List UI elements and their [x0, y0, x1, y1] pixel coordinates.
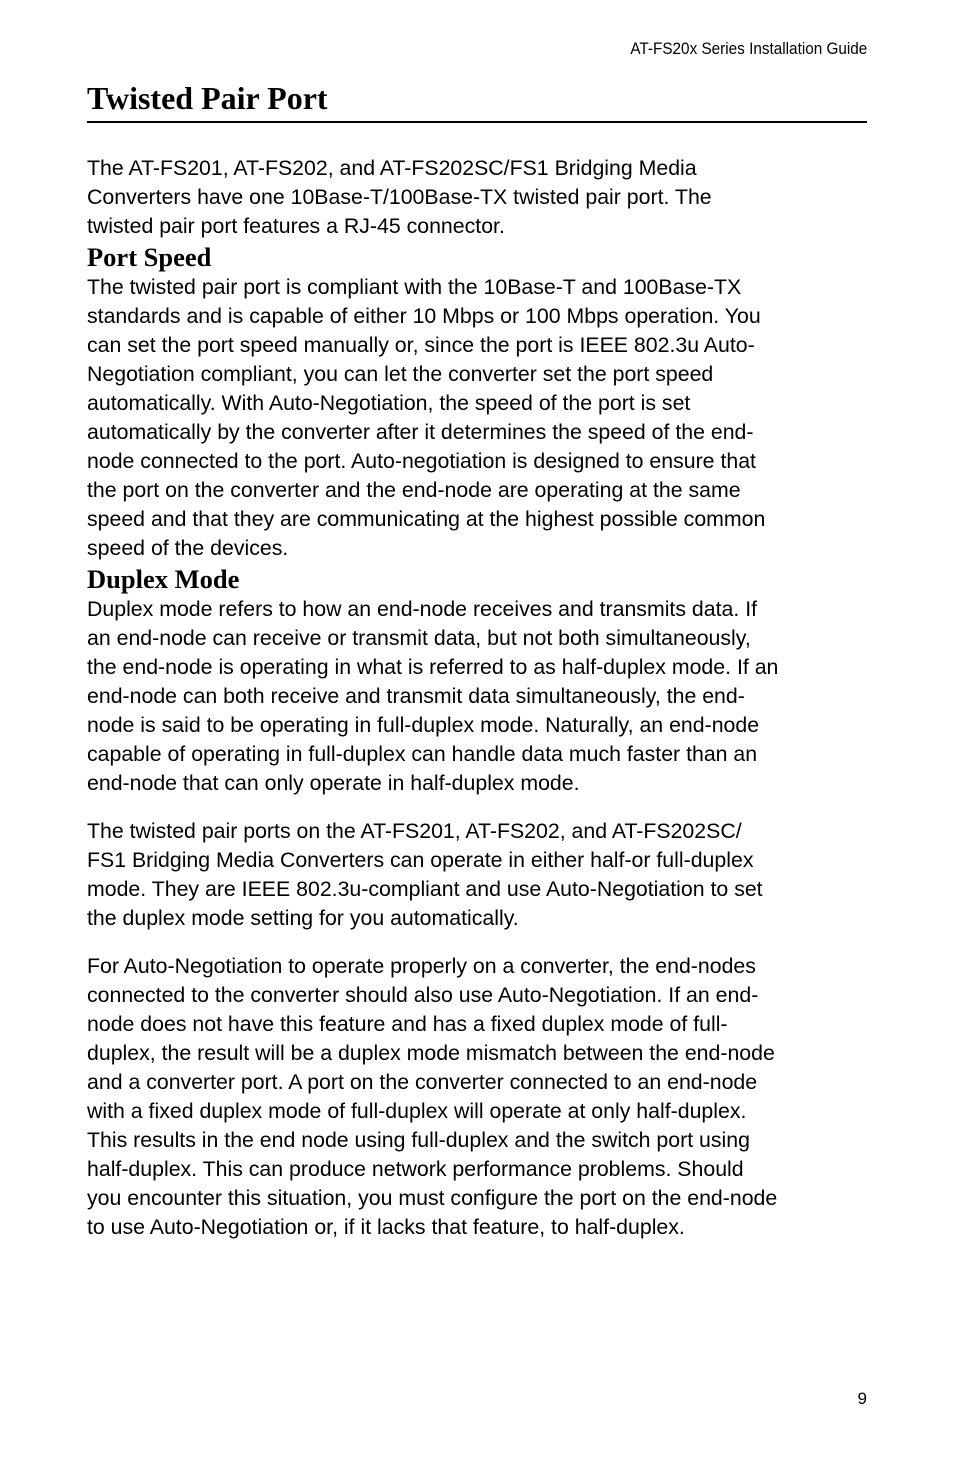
- text-line: end-node that can only operate in half-duplex mode.: [87, 771, 580, 795]
- text-line: twisted pair port features a RJ-45 connector.: [87, 214, 505, 238]
- text-line: The AT-FS201, AT-FS202, and AT-FS202SC/FS1 Bridging Media: [87, 156, 697, 180]
- text-line: the end-node is operating in what is referred to as half-duplex mode. If an: [87, 655, 779, 679]
- text-line: speed of the devices.: [87, 536, 289, 560]
- text-line: Duplex mode refers to how an end-node receives and transmits data. If: [87, 597, 758, 621]
- page-number: 9: [857, 1389, 867, 1408]
- text-line: node connected to the port. Auto-negotiation is designed to ensure that: [87, 449, 756, 473]
- running-header: AT-FS20x Series Installation Guide: [630, 39, 867, 58]
- port-speed-paragraph: [87, 273, 867, 563]
- text-line: you encounter this situation, you must configure the port on the end-node: [87, 1186, 778, 1210]
- page-content: [87, 78, 867, 1242]
- text-line: the port on the converter and the end-node are operating at the same: [87, 478, 741, 502]
- text-line: For Auto-Negotiation to operate properly on a converter, the end-nodes: [87, 954, 756, 978]
- text-line: mode. They are IEEE 802.3u-compliant and use Auto-Negotiation to set: [87, 877, 763, 901]
- text-line: duplex, the result will be a duplex mode mismatch between the end-node: [87, 1041, 775, 1065]
- page-title: Twisted Pair Port: [87, 78, 867, 123]
- text-line: an end-node can receive or transmit data, but not both simultaneously,: [87, 626, 751, 650]
- text-line: can set the port speed manually or, since the port is IEEE 802.3u Auto-: [87, 333, 755, 357]
- text-line: to use Auto-Negotiation or, if it lacks that feature, to half-duplex.: [87, 1215, 685, 1239]
- text-line: capable of operating in full-duplex can handle data much faster than an: [87, 742, 758, 766]
- text-line: Converters have one 10Base-T/100Base-TX twisted pair port. The: [87, 185, 712, 209]
- text-line: and a converter port. A port on the converter connected to an end-node: [87, 1070, 758, 1094]
- text-line: automatically by the converter after it determines the speed of the end-: [87, 420, 754, 444]
- text-line: The twisted pair port is compliant with the 10Base-T and 100Base-TX: [87, 275, 742, 299]
- text-line: with a fixed duplex mode of full-duplex will operate at only half-duplex.: [87, 1099, 747, 1123]
- text-line: speed and that they are communicating at the highest possible common: [87, 507, 766, 531]
- duplex-paragraph-2: [87, 817, 867, 933]
- text-line: The twisted pair ports on the AT-FS201, AT-FS202, and AT-FS202SC/: [87, 819, 742, 843]
- duplex-paragraph-1: [87, 595, 867, 798]
- text-line: automatically. With Auto-Negotiation, the speed of the port is set: [87, 391, 691, 415]
- duplex-paragraph-3: [87, 952, 867, 1242]
- text-line: node is said to be operating in full-duplex mode. Naturally, an end-node: [87, 713, 760, 737]
- text-line: node does not have this feature and has a fixed duplex mode of full-: [87, 1012, 728, 1036]
- text-line: end-node can both receive and transmit data simultaneously, the end-: [87, 684, 745, 708]
- intro-paragraph: [87, 154, 867, 241]
- section-heading-duplex-mode: Duplex Mode: [87, 564, 240, 594]
- text-line: This results in the end node using full-duplex and the switch port using: [87, 1128, 750, 1152]
- text-line: Negotiation compliant, you can let the converter set the port speed: [87, 362, 714, 386]
- text-line: FS1 Bridging Media Converters can operate in either half-or full-duplex: [87, 848, 754, 872]
- text-line: connected to the converter should also use Auto-Negotiation. If an end-: [87, 983, 759, 1007]
- text-line: the duplex mode setting for you automatically.: [87, 906, 519, 930]
- text-line: half-duplex. This can produce network performance problems. Should: [87, 1157, 744, 1181]
- section-heading-port-speed: Port Speed: [87, 242, 212, 272]
- text-line: standards and is capable of either 10 Mbps or 100 Mbps operation. You: [87, 304, 761, 328]
